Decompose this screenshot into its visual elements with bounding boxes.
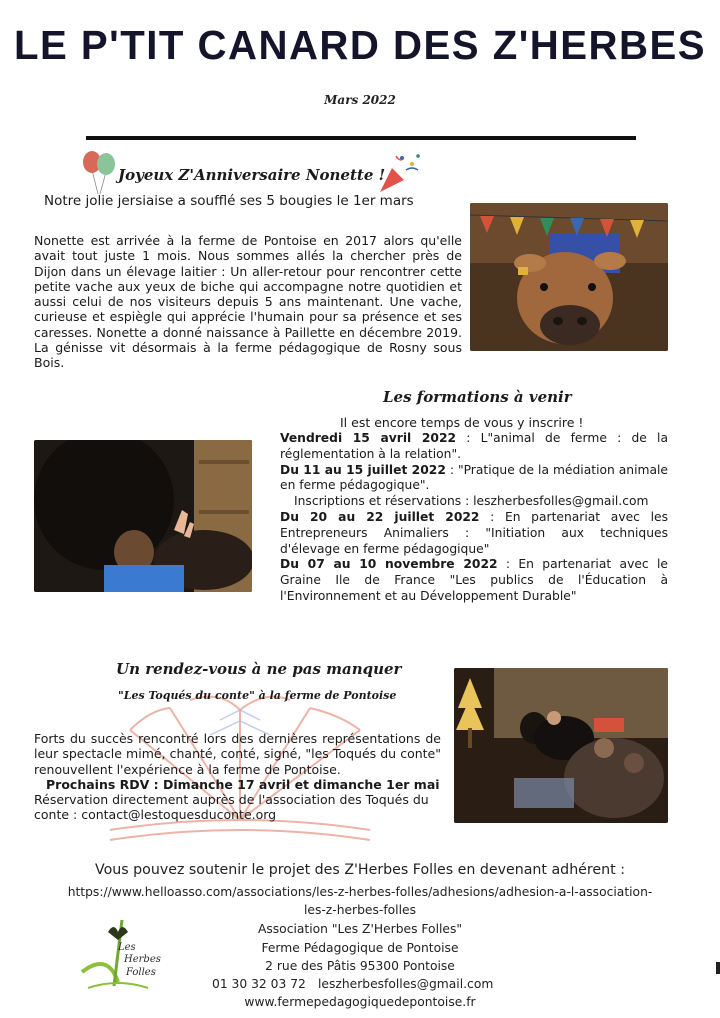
formations-subtitle: Il est encore temps de vous y inscrire ! (340, 415, 584, 430)
rdv-description: Forts du succès rencontré lors des dernières représentations de leur spectacle mimé, chanté, conté, signé, "les Toqués du conte" renouvellent l'expérience à la ferme de Pontoise. (34, 731, 441, 777)
membership-call: Vous pouvez soutenir le projet des Z'Herbes Folles en devenant adhérent : (94, 862, 626, 878)
formations-heading: Les formations à venir (383, 388, 572, 406)
birthday-subtitle: Notre jolie jersiaise a soufflé ses 5 bougies le 1er mars (44, 193, 414, 209)
rdv-subtitle: "Les Toqués du conte" à la ferme de Pontoise (118, 689, 397, 702)
farm-address: 2 rue des Pâtis 95300 Pontoise (265, 959, 455, 973)
rdv-heading: Un rendez-vous à ne pas manquer (116, 660, 402, 678)
membership-url-line1[interactable]: https://www.helloasso.com/associations/les-z-herbes-folles/adhesions/adhesion-a-l-association- (67, 885, 653, 899)
association-name: Association "Les Z'Herbes Folles" (257, 922, 463, 936)
edge-mark (716, 962, 720, 974)
nonette-story: Nonette est arrivée à la ferme de Pontoise en 2017 alors qu'elle avait tout juste 1 mois. Nous sommes allés la chercher près de Dijon dans un élevage laitier : Un aller-retour pour rencontrer cette petite vache aux yeux de biche qui accompagne notre quotidien et aussi celui de nos visiteurs depuis 5 ans maintenant. Une vache, curieuse et espiègle qui apprécie l'humain pour sa présence et ses caresses. Nonette a donné naissance à Paillette en décembre 2019. La génisse vit désormais à la ferme pédagogique de Rosny sous Bois. (34, 233, 462, 371)
membership-url-line2[interactable]: les-z-herbes-folles (303, 903, 416, 917)
storytelling-photo (454, 668, 668, 823)
les-herbes-folles-logo (78, 912, 168, 992)
list-item: Du 07 au 10 novembre 2022 : En partenariat avec le Graine Ile de France "Les publics de l'Éducation à l'Environnement et au Développement Durable" (280, 557, 668, 603)
header-divider (86, 136, 636, 140)
list-item: Du 20 au 22 juillet 2022 : En partenariat avec les Entrepreneurs Animaliers : "Initiation aux techniques d'élevage en ferme pédagogique" (280, 509, 668, 556)
logo-text-les: Les (118, 942, 136, 953)
list-item: Du 11 au 15 juillet 2022 : "Pratique de la médiation animale en ferme pédagogique". (280, 462, 669, 493)
party-popper-icon (378, 150, 424, 194)
contact-email[interactable]: leszherbesfolles@gmail.com (318, 977, 494, 991)
rdv-body (34, 731, 441, 823)
balloons-icon (80, 150, 120, 196)
rdv-booking: Réservation directement auprès de l'association des Toqués du conte : contact@lestoquesduconte.org (34, 792, 429, 823)
logo-text-herbes: Herbes (124, 954, 161, 965)
newsletter-title: LE P'TIT CANARD DES Z'HERBES (13, 22, 707, 68)
list-item: Inscriptions et réservations : leszherbesfolles@gmail.com (294, 494, 649, 509)
farm-name: Ferme Pédagogique de Pontoise (261, 941, 459, 955)
horse-photo (34, 440, 252, 592)
website-link[interactable]: www.fermepedagogiquedepontoise.fr (244, 995, 476, 1009)
formations-list (280, 431, 668, 605)
rdv-next-dates: Prochains RDV : Dimanche 17 avril et dimanche 1er mai (46, 776, 440, 792)
list-item: Vendredi 15 avril 2022 : L"animal de ferme : de la réglementation à la relation". (280, 431, 668, 461)
cow-photo (470, 203, 668, 351)
phone-number: 01 30 32 03 72 (212, 977, 306, 991)
logo-text-folles: Folles (126, 967, 156, 978)
birthday-heading: Joyeux Z'Anniversaire Nonette ! (118, 166, 386, 184)
issue-date: Mars 2022 (324, 93, 396, 107)
